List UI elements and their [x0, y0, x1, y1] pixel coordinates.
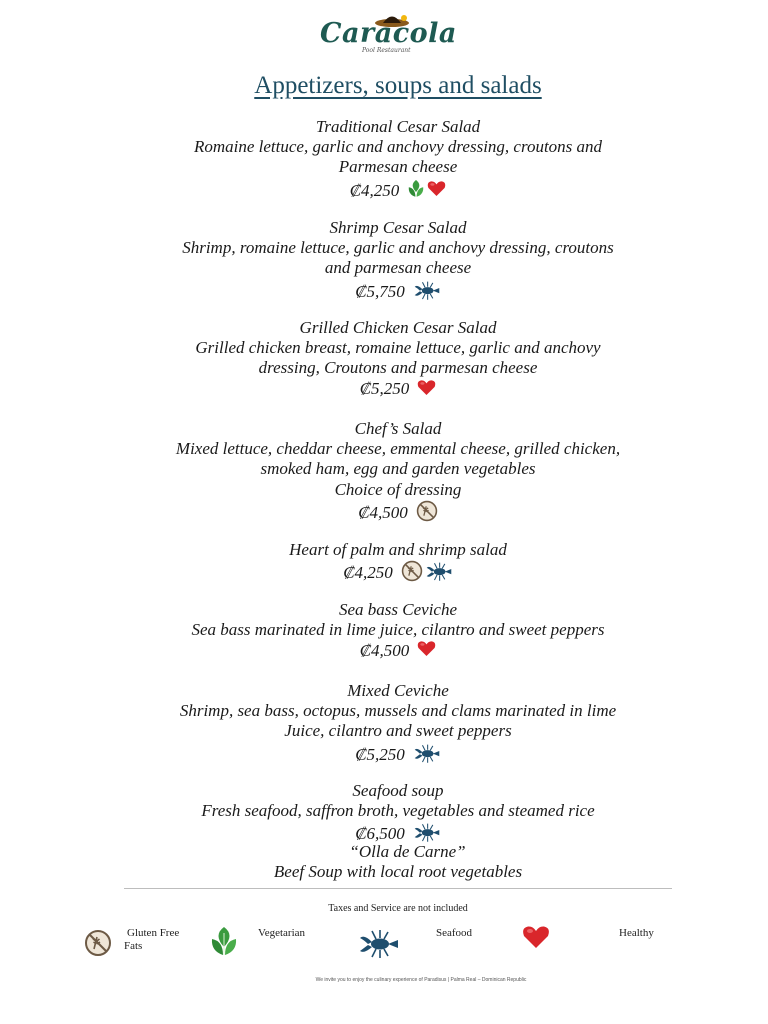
dish-name: Mixed Ceviche — [347, 681, 449, 700]
dish-description: Shrimp, sea bass, octopus, mussels and clams marinated in lime — [179, 701, 617, 721]
dish-name: Heart of palm and shrimp salad — [289, 540, 507, 559]
price-row — [0, 742, 768, 768]
vegetarian-icon — [407, 178, 425, 204]
dish-description: Sea bass marinated in lime juice, cilantro and sweet peppers — [191, 620, 605, 640]
price-row — [0, 640, 768, 661]
dish-description: Grilled chicken breast, romaine lettuce, garlic and anchovy — [195, 338, 601, 358]
dish-price: ₡5,250 — [359, 379, 410, 398]
healthy-icon — [427, 180, 446, 201]
menu-item — [0, 600, 768, 661]
tax-note: Taxes and Service are not included — [328, 903, 468, 914]
dish-name: Chef’s Salad — [354, 419, 442, 438]
menu-item — [0, 218, 768, 305]
dish-name: Seafood soup — [352, 781, 444, 800]
dish-description: Romaine lettuce, garlic and anchovy dressing, croutons and — [193, 137, 603, 157]
dish-description: and parmesan cheese — [324, 258, 472, 278]
dish-price: ₡4,500 — [359, 640, 410, 660]
dish-description: Mixed lettuce, cheddar cheese, emmental cheese, grilled chicken, — [175, 439, 621, 459]
dish-price: ₡5,750 — [355, 281, 405, 301]
dish-price: ₡4,250 — [343, 563, 393, 583]
menu-item — [0, 318, 768, 400]
dish-description: Shrimp, romaine lettuce, garlic and anchovy dressing, croutons — [182, 238, 614, 258]
legend-vegetarian-label: Vegetarian — [258, 927, 306, 939]
dish-price: ₡4,500 — [358, 502, 408, 522]
vegetarian-icon — [209, 925, 239, 959]
menu-item — [0, 842, 768, 882]
healthy-icon — [417, 640, 436, 661]
healthy-icon — [522, 925, 550, 949]
dish-description: smoked ham, egg and garden vegetables — [260, 459, 536, 479]
price-row — [0, 560, 768, 586]
price-row — [0, 279, 768, 305]
logo-subtitle: Pool Restaurant — [362, 47, 411, 54]
dish-description: Fresh seafood, saffron broth, vegetables and steamed rice — [201, 801, 595, 821]
dish-description: Choice of dressing — [334, 479, 462, 499]
menu-item — [0, 781, 768, 847]
divider — [124, 888, 672, 889]
legend-gluten-free-label: Gluten Free Fats — [124, 927, 180, 952]
seafood-icon — [358, 926, 400, 960]
seafood-icon — [425, 560, 453, 586]
menu-item — [0, 681, 768, 768]
dish-name: Traditional Cesar Salad — [315, 117, 481, 136]
gluten-free-icon — [84, 929, 112, 957]
restaurant-logo — [318, 10, 457, 60]
gluten-free-icon — [416, 500, 438, 526]
dish-name: Sea bass Ceviche — [338, 600, 458, 619]
legend-healthy-label: Healthy — [619, 927, 654, 939]
menu-item — [0, 419, 768, 526]
dish-description: Parmesan cheese — [338, 157, 458, 177]
dish-name: Shrimp Cesar Salad — [329, 218, 467, 237]
dish-price: ₡6,500 — [355, 824, 405, 844]
menu-item — [0, 540, 768, 586]
seafood-icon — [413, 279, 441, 305]
dish-description: dressing, Croutons and parmesan cheese — [258, 358, 538, 378]
dish-description: Juice, cilantro and sweet peppers — [284, 721, 512, 741]
gluten-free-icon — [401, 560, 423, 586]
price-row — [0, 500, 768, 526]
legend-seafood-label: Seafood — [436, 927, 473, 939]
price-row — [0, 178, 768, 204]
price-row — [0, 379, 768, 400]
page-title: Appetizers, soups and salads — [254, 72, 542, 99]
logo-wordmark: Caracola — [320, 18, 457, 49]
dish-description: Beef Soup with local root vegetables — [273, 862, 523, 882]
menu-item — [0, 117, 768, 204]
seafood-icon — [413, 742, 441, 768]
dish-name: Grilled Chicken Cesar Salad — [299, 318, 497, 337]
dish-name: “Olla de Carne” — [349, 842, 466, 861]
footer-invitation: We invite you to enjoy the culinary experience of Paradisus | Palma Real – Dominican Republic — [315, 977, 527, 983]
healthy-icon — [417, 379, 436, 400]
dish-price: ₡4,250 — [349, 180, 400, 200]
dish-price: ₡5,250 — [355, 744, 405, 764]
